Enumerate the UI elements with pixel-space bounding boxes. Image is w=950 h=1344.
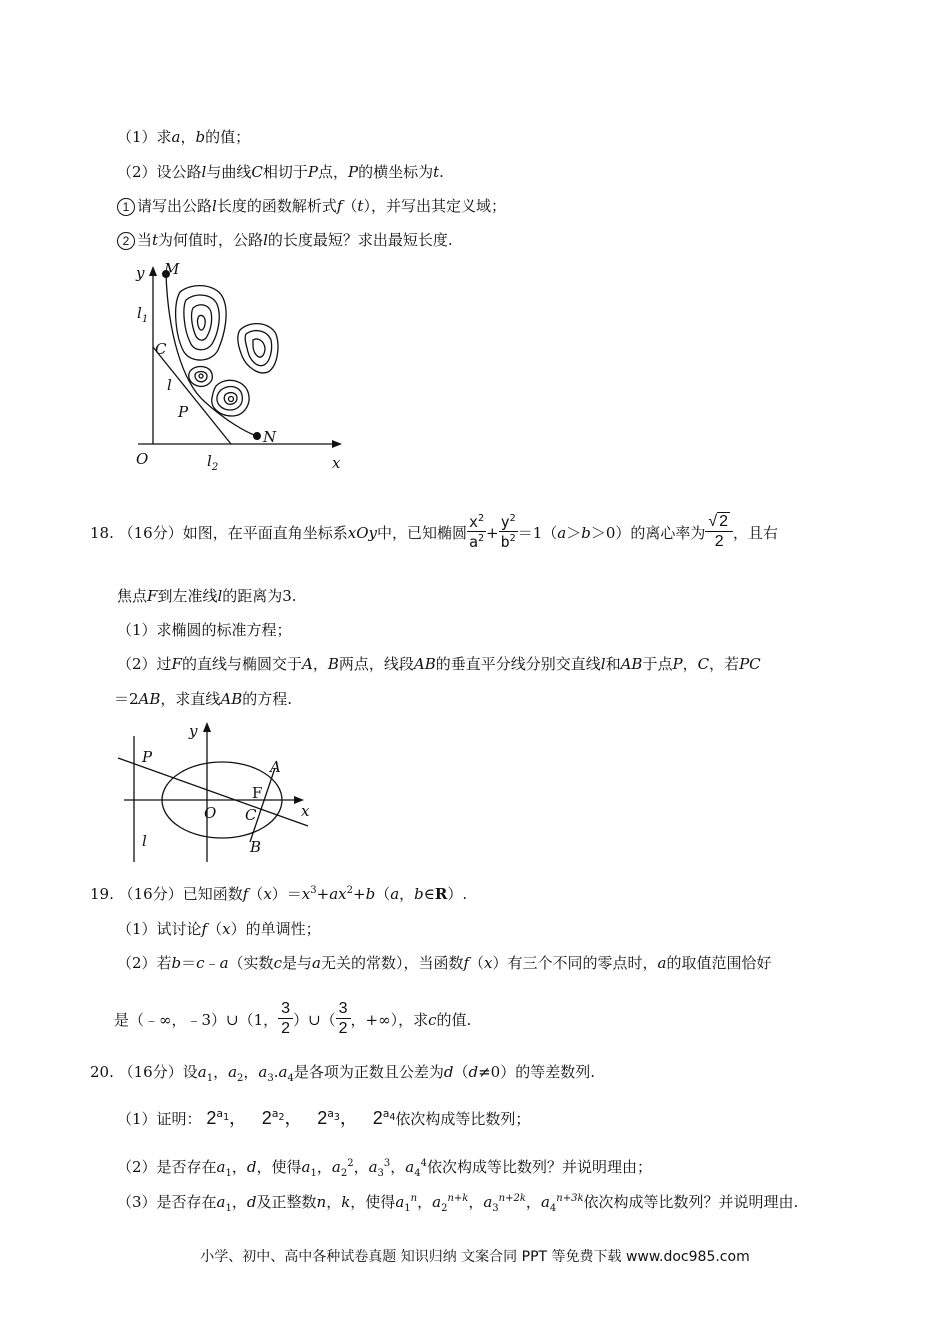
- label-y: y: [189, 722, 198, 740]
- label-y: y: [136, 264, 145, 282]
- chord-AB: [250, 768, 275, 842]
- contour-2b: [245, 331, 271, 366]
- y-axis-arrow: [203, 722, 211, 732]
- label-C: C: [245, 806, 257, 824]
- label-O: O: [204, 804, 217, 822]
- q17-sub2: 2 当t为何值时，公路l的长度最短？求出最短长度.: [117, 230, 453, 250]
- label-l1: $l_1$: [137, 304, 149, 325]
- fraction-3-over-2-a: $\frac{3}{2}$: [278, 1000, 293, 1039]
- contour-3c: [199, 374, 203, 378]
- label-N: N: [263, 428, 277, 446]
- q19-part1: （1）试讨论f（x）的单调性；: [117, 920, 321, 938]
- contour-2c: [253, 339, 265, 357]
- fraction-y2-b2: $\frac{y^2}{b^2}$: [500, 512, 516, 551]
- q17-part2: （2）设公路l与曲线C相切于P点，P的横坐标为t.: [117, 163, 444, 181]
- q17-sub1: 1 请写出公路l长度的函数解析式f（t），并写出其定义域；: [117, 196, 506, 216]
- q20-line1: 20. （16分）设$a_1$，$a_2$，$a_3.a_4$是各项为正数且公差为d（d≠0）的等差数列.: [90, 1063, 595, 1084]
- circled-number-2: 2: [117, 232, 135, 250]
- figure-ellipse: [112, 718, 324, 864]
- q20-part3: （3）是否存在$a_1$，d及正整数n，k，使得$a_1^n$，$a_2^{n+k}$，$a_3^{n+2k}$，$a_4^{n+3k}$依次构成等比数列？并说明理由.: [117, 1193, 799, 1214]
- figure-road-map: [120, 262, 352, 474]
- label-x: x: [332, 454, 341, 472]
- power-2-a3: $2^{a_3}$，: [317, 1107, 358, 1128]
- y-axis-arrow: [149, 266, 157, 276]
- label-P: P: [142, 748, 153, 766]
- contour-1b: [184, 295, 219, 350]
- road-l: [153, 347, 231, 444]
- label-l: l: [167, 376, 172, 394]
- x-axis-arrow: [332, 440, 342, 448]
- label-B: B: [250, 838, 262, 856]
- q18-line2: 焦点F到左准线l的距离为3.: [117, 587, 297, 605]
- label-F: F: [252, 784, 263, 802]
- q19-part2: （2）若b＝c﹣a（实数c是与a无关的常数），当函数f（x）有三个不同的零点时，a的取值范围恰好: [117, 954, 772, 972]
- label-O: O: [136, 450, 149, 468]
- page-footer: 小学、初中、高中各种试卷真题 知识归纳 文案合同 PPT 等免费下载 www.doc985.com: [200, 1249, 750, 1265]
- q18-line1: 18. （16分）如图，在平面直角坐标系xOy中，已知椭圆 $\frac{x^2}{a^2}$ + $\frac{y^2}{b^2}$ ＝1（a＞b＞0）的离心率为 $\frac{√ 2}{2}$ ，且右: [90, 512, 779, 551]
- contour-4d: [229, 397, 234, 402]
- contour-4b: [217, 387, 242, 410]
- contour-4c: [224, 393, 237, 405]
- contour-1d: [198, 315, 206, 330]
- contour-3b: [195, 372, 207, 382]
- label-A: A: [270, 758, 281, 776]
- q17-part1: （1）求a，b的值；: [117, 128, 251, 146]
- q18-part2: （2）过F的直线与椭圆交于A，B两点，线段AB的垂直平分线分别交直线l和AB于点P，C，若PC: [117, 655, 761, 673]
- fraction-x2-a2: $\frac{x^2}{a^2}$: [468, 512, 485, 551]
- power-2-a2: $2^{a_2}$，: [261, 1107, 303, 1128]
- label-M: M: [164, 262, 180, 278]
- contour-3a: [189, 367, 213, 387]
- circled-number-1: 1: [117, 198, 135, 216]
- point-N: [253, 432, 261, 440]
- label-P: P: [178, 403, 189, 421]
- q18-part1: （1）求椭圆的标准方程；: [117, 621, 292, 639]
- contour-1c: [192, 305, 212, 340]
- label-l2: $l_2$: [207, 452, 219, 473]
- q20-part2: （2）是否存在$a_1$，d，使得$a_1$，$a_2^2$，$a_3^3$，$a_4^4$依次构成等比数列？并说明理由；: [117, 1158, 653, 1179]
- fraction-sqrt2-over-2: $\frac{√ 2}{2}$: [705, 513, 733, 552]
- power-2-a4: $2^{a_4}$: [372, 1107, 396, 1128]
- label-l: l: [142, 832, 147, 850]
- label-x: x: [301, 802, 310, 820]
- label-C: C: [155, 340, 167, 358]
- q19-part2-cont: 是（﹣∞，﹣3）∪（1， $\frac{3}{2}$ ）∪（ $\frac{3}{2}$ ，+∞），求c的值.: [114, 999, 472, 1037]
- q19-line1: 19. （16分）已知函数$f(x)=x^3+ax^2+b(a$，b∈R）.: [90, 885, 468, 903]
- power-2-a1: $2^{a_1}$，: [206, 1107, 247, 1128]
- q20-part1: （1）证明： $2^{a_1}$， $2^{a_2}$， $2^{a_3}$， $2^{a_4}$依次构成等比数列；: [117, 1107, 531, 1128]
- fraction-3-over-2-b: $\frac{3}{2}$: [336, 1000, 351, 1039]
- q18-part2-cont: ＝2AB，求直线AB的方程.: [114, 690, 293, 708]
